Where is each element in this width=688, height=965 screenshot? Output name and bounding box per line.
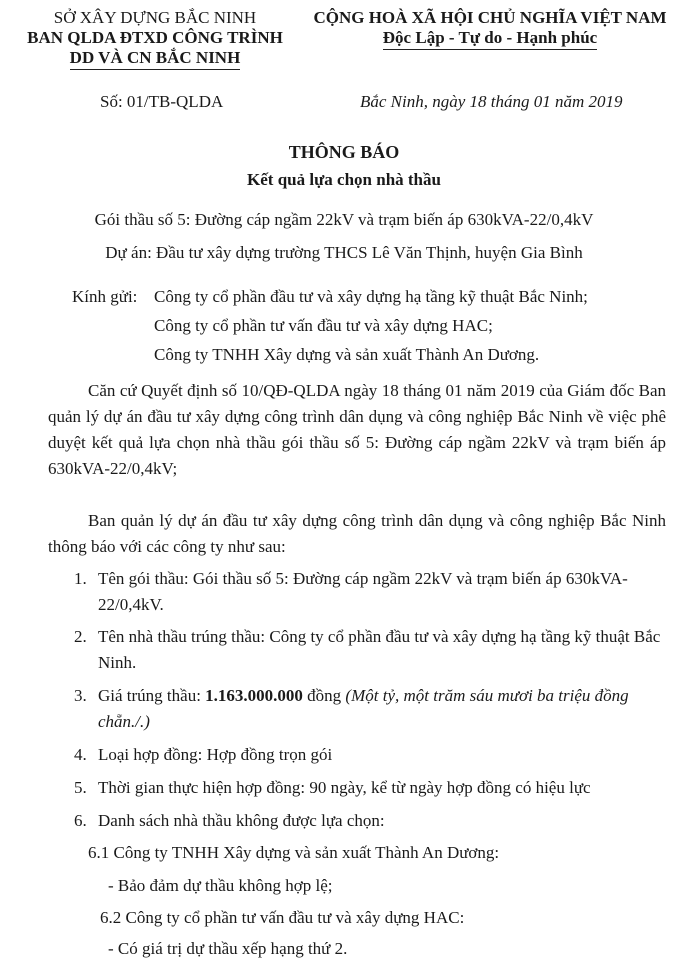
list-number: 4. xyxy=(74,745,87,764)
recipient-item: Công ty cổ phần tư vấn đầu tư và xây dựng HAC; xyxy=(154,316,493,335)
list-number: 1. xyxy=(74,569,87,588)
list-text: Tên nhà thầu trúng thầu: Công ty cổ phần đầu tư và xây dựng hạ tầng kỹ thuật Bắc Ninh. xyxy=(98,627,661,672)
recipient-item: Công ty TNHH Xây dựng và sản xuất Thành An Dương. xyxy=(154,345,540,364)
list-item xyxy=(74,624,668,676)
agency-name-line2 xyxy=(20,48,290,70)
recipient-item: Công ty cổ phần đầu tư và xây dựng hạ tầng kỹ thuật Bắc Ninh; xyxy=(154,287,588,306)
list-number: 6. xyxy=(74,811,87,830)
price-unit: đồng xyxy=(302,686,346,705)
basis-paragraph: Căn cứ Quyết định số 10/QĐ-QLDA ngày 18 tháng 01 năm 2019 của Giám đốc Ban quản lý dự án đầu tư xây dựng công trình dân dụng và công nghiệp Bắc Ninh về việc phê duyệt kết quả lựa chọn nhà thầu gói thầu số 5: Đường cáp ngầm 22kV và trạm biến áp 630kVA-22/0,4kV; xyxy=(48,381,666,478)
price-label: Giá trúng thầu: xyxy=(98,686,206,705)
list-text: Thời gian thực hiện hợp đồng: 90 ngày, kể từ ngày hợp đồng có hiệu lực xyxy=(98,778,591,797)
list-text: Tên gói thầu: Gói thầu số 5: Đường cáp ngầm 22kV và trạm biến áp 630kVA-22/0,4kV. xyxy=(98,569,628,614)
price-in-words: (Một tỷ, một trăm sáu mươi ba triệu đồng chẵn./.) xyxy=(98,686,629,731)
list-item xyxy=(74,566,668,618)
national-motto xyxy=(300,28,680,50)
sub-item: 6.1 Công ty TNHH Xây dựng và sản xuất Thành An Dương: xyxy=(88,843,500,862)
list-text: Loại hợp đồng: Hợp đồng trọn gói xyxy=(98,745,333,764)
agency-name-line2-text: DD VÀ CN BẮC NINH xyxy=(70,48,241,70)
sub-item-reason: - Bảo đảm dự thầu không hợp lệ; xyxy=(108,876,333,895)
project-line: Dự án: Đầu tư xây dựng trường THCS Lê Văn Thịnh, huyện Gia Bình xyxy=(105,243,583,262)
notice-paragraph: Ban quản lý dự án đầu tư xây dựng công trình dân dụng và công nghiệp Bắc Ninh thông báo với các công ty như sau: xyxy=(48,511,666,556)
document-title: THÔNG BÁO xyxy=(288,142,400,162)
list-number: 5. xyxy=(74,778,87,797)
agency-name-line1: BAN QLDA ĐTXD CÔNG TRÌNH xyxy=(27,28,283,47)
sub-item-reason: - Có giá trị dự thầu xếp hạng thứ 2. xyxy=(108,939,348,958)
agency-parent: SỞ XÂY DỰNG BẮC NINH xyxy=(53,8,257,27)
package-line: Gói thầu số 5: Đường cáp ngầm 22kV và trạm biến áp 630kVA-22/0,4kV xyxy=(94,210,594,229)
list-item xyxy=(74,742,668,768)
price-amount: 1.163.000.000 xyxy=(205,686,303,705)
list-number: 3. xyxy=(74,686,87,705)
recipients-label: Kính gửi: xyxy=(72,287,138,306)
sub-item: 6.2 Công ty cổ phần tư vấn đầu tư và xây dựng HAC: xyxy=(100,908,465,927)
document-subtitle: Kết quả lựa chọn nhà thầu xyxy=(247,170,441,189)
list-number: 2. xyxy=(74,627,87,646)
list-item xyxy=(74,775,668,801)
national-motto-text: Độc Lập - Tự do - Hạnh phúc xyxy=(383,28,597,50)
list-text: Danh sách nhà thầu không được lựa chọn: xyxy=(98,811,385,830)
place-date: Bắc Ninh, ngày 18 tháng 01 năm 2019 xyxy=(360,92,623,111)
document-number: Số: 01/TB-QLDA xyxy=(100,92,224,111)
list-item xyxy=(74,808,668,834)
list-item xyxy=(74,683,668,735)
national-title: CỘNG HOÀ XÃ HỘI CHỦ NGHĨA VIỆT NAM xyxy=(313,8,667,27)
